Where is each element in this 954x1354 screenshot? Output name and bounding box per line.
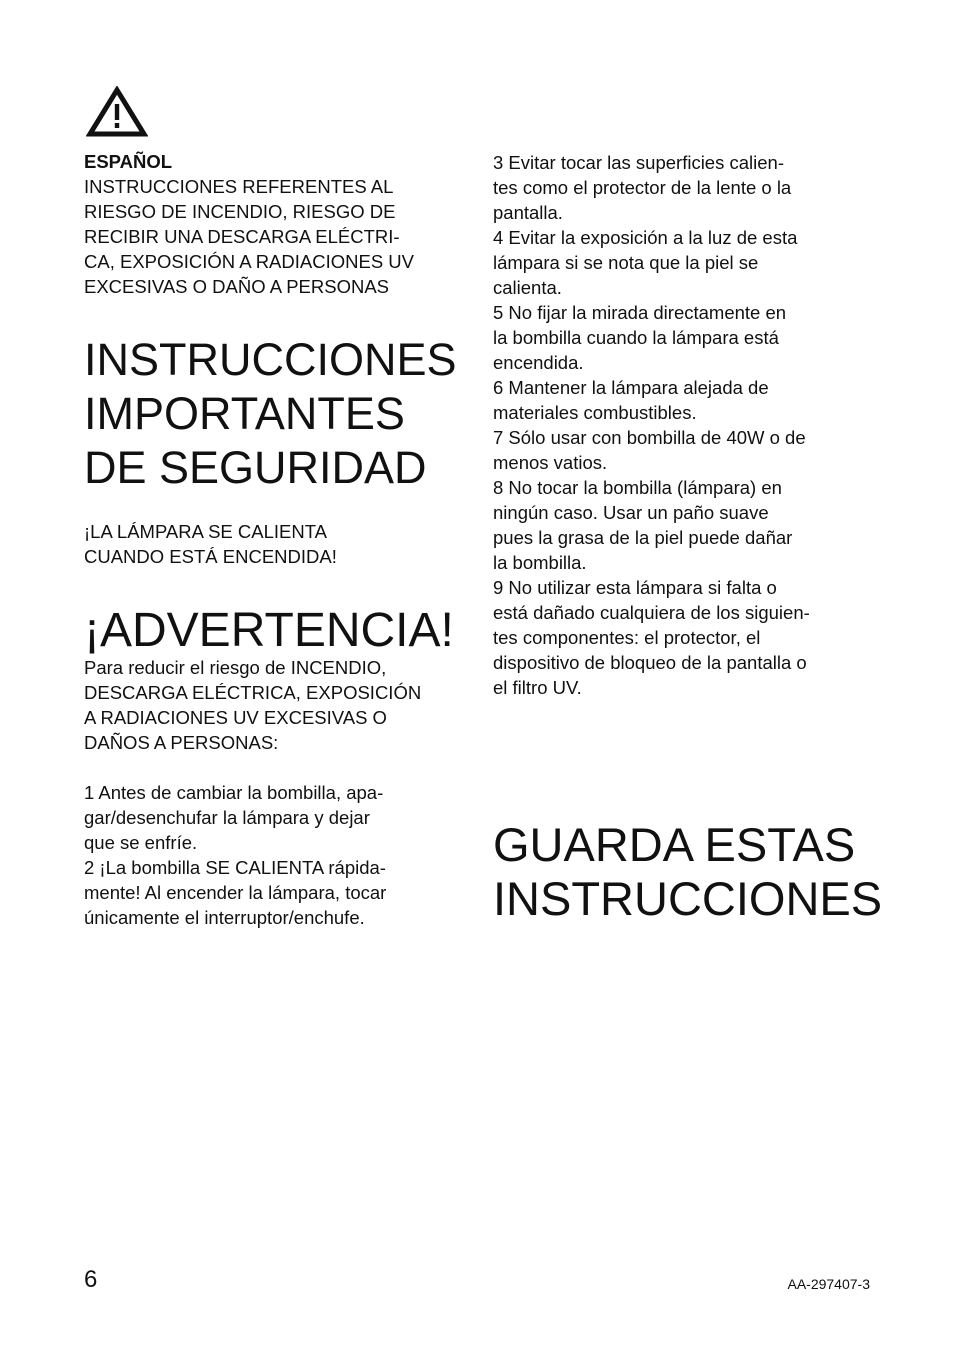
page-number: 6 — [84, 1266, 98, 1293]
step-line: está dañado cualquiera de los siguien- — [493, 602, 810, 623]
step-line: 9 No utilizar esta lámpara si falta o — [493, 577, 777, 598]
reduce-line: DESCARGA ELÉCTRICA, EXPOSICIÓN — [84, 682, 422, 703]
step-line: el filtro UV. — [493, 677, 582, 698]
step-line: materiales combustibles. — [493, 402, 697, 423]
instruction-steps-left — [84, 780, 474, 930]
heading-line: IMPORTANTES — [84, 388, 405, 439]
step-line: la bombilla cuando la lámpara está — [493, 327, 779, 348]
step-line: tes componentes: el protector, el — [493, 627, 761, 648]
step-line: calienta. — [493, 277, 562, 298]
step-line: 3 Evitar tocar las superficies calien- — [493, 152, 784, 173]
warning-heading: ¡ADVERTENCIA! — [84, 604, 454, 657]
step-line: ningún caso. Usar un paño suave — [493, 502, 769, 523]
intro-line: RECIBIR UNA DESCARGA ELÉCTRI- — [84, 226, 400, 247]
step-line: gar/desenchufar la lámpara y dejar — [84, 807, 370, 828]
step-line: pues la grasa de la piel puede dañar — [493, 527, 793, 548]
step-line: tes como el protector de la lente o la — [493, 177, 792, 198]
step-line: 2 ¡La bombilla SE CALIENTA rápida- — [84, 857, 386, 878]
save-line: GUARDA ESTAS — [493, 818, 856, 871]
step-line: 7 Sólo usar con bombilla de 40W o de — [493, 427, 806, 448]
left-column — [84, 149, 474, 930]
heading-line: INSTRUCCIONES — [84, 334, 457, 385]
step-line: 8 No tocar la bombilla (lámpara) en — [493, 477, 782, 498]
heading-line: DE SEGURIDAD — [84, 442, 427, 493]
step-line: únicamente el interruptor/enchufe. — [84, 907, 365, 928]
reduce-line: Para reducir el riesgo de INCENDIO, — [84, 657, 387, 678]
step-line: que se enfríe. — [84, 832, 198, 853]
step-line: menos vatios. — [493, 452, 608, 473]
step-line: 4 Evitar la exposición a la luz de esta — [493, 227, 798, 248]
intro-line: CA, EXPOSICIÓN A RADIACIONES UV — [84, 251, 415, 272]
intro-line: INSTRUCCIONES REFERENTES AL — [84, 176, 394, 197]
step-line: dispositivo de bloqueo de la pantalla o — [493, 652, 807, 673]
safety-heading — [84, 333, 474, 495]
step-line: 6 Mantener la lámpara alejada de — [493, 377, 769, 398]
document-code: AA-297407-3 — [787, 1276, 870, 1292]
reduce-line: A RADIACIONES UV EXCESIVAS O — [84, 707, 387, 728]
step-line: 1 Antes de cambiar la bombilla, apa- — [84, 782, 384, 803]
intro-line: RIESGO DE INCENDIO, RIESGO DE — [84, 201, 396, 222]
hot-lamp-notice — [84, 519, 474, 569]
step-line: lámpara si se nota que la piel se — [493, 252, 759, 273]
language-label: ESPAÑOL — [84, 151, 173, 172]
notice-line: CUANDO ESTÁ ENCENDIDA! — [84, 546, 337, 567]
right-column — [493, 150, 883, 700]
warning-triangle-icon — [86, 86, 148, 138]
risk-reduction-text — [84, 655, 474, 755]
notice-line: ¡LA LÁMPARA SE CALIENTA — [84, 521, 327, 542]
step-line: la bombilla. — [493, 552, 587, 573]
step-line: mente! Al encender la lámpara, tocar — [84, 882, 387, 903]
step-line: 5 No fijar la mirada directamente en — [493, 302, 787, 323]
reduce-line: DAÑOS A PERSONAS: — [84, 732, 279, 753]
instruction-steps-right — [493, 150, 883, 700]
save-instructions-heading — [493, 818, 913, 926]
save-line: INSTRUCCIONES — [493, 872, 883, 925]
intro-line: EXCESIVAS O DAÑO A PERSONAS — [84, 276, 390, 297]
step-line: pantalla. — [493, 202, 563, 223]
step-line: encendida. — [493, 352, 584, 373]
intro-text — [84, 174, 474, 299]
